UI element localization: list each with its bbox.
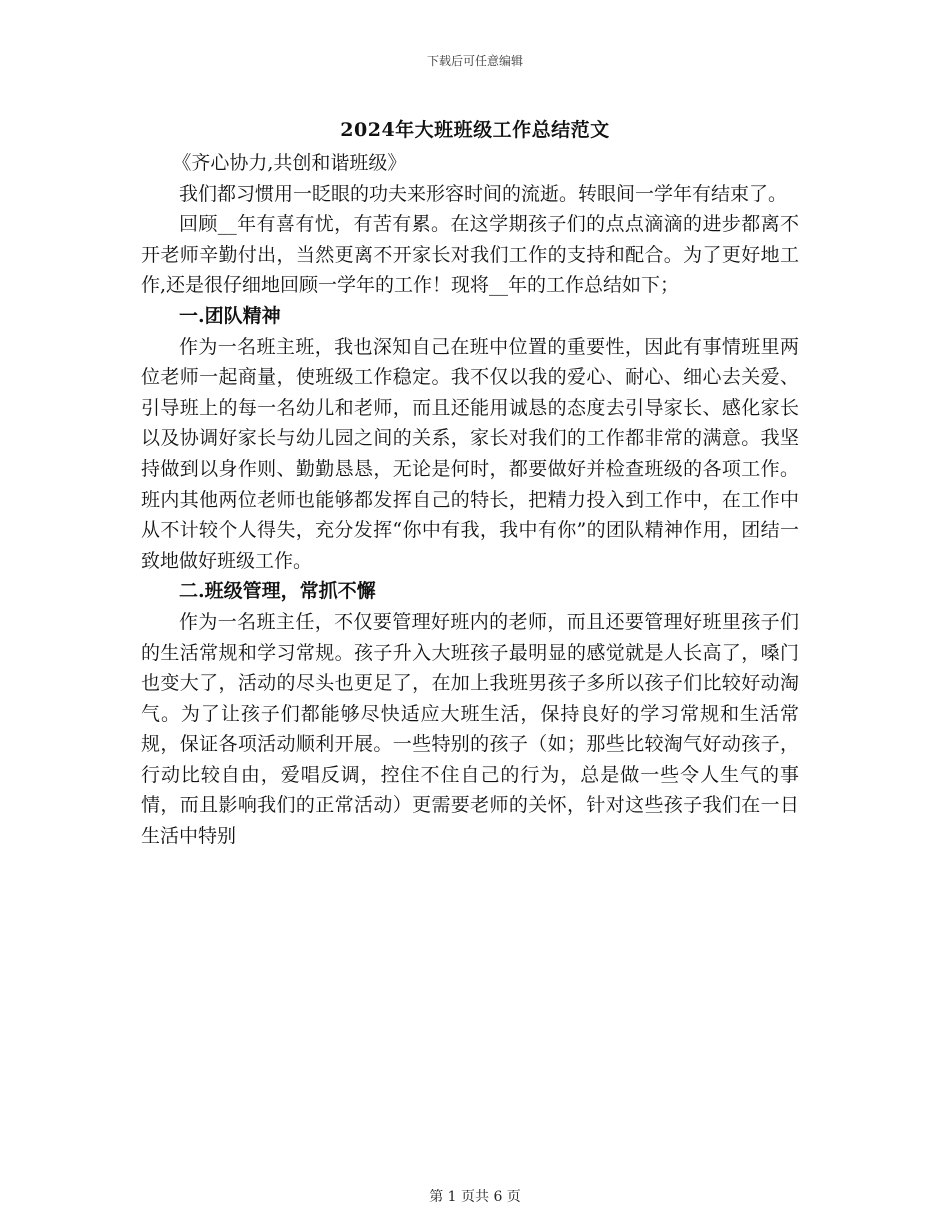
section-body-team-spirit: 作为一名班主班，我也深知自己在班中位置的重要性，因此有事情班里两位老师一起商量，使班级工作稳定。我不仅以我的爱心、耐心、细心去关爱、引导班上的每一名幼儿和老师，而且还能用诚恳的态度去引导家长、感化家长以及协调好家长与幼儿园之间的关系，家长对我们的工作都非常的满意。我坚持做到以身作则、勤勤恳恳，无论是何时，都要做好并检查班级的各项工作。班内其他两位老师也能够都发挥自己的特长，把精力投入到工作中，在工作中从不计较个人得失，充分发挥“你中有我，我中有你”的团队精神作用，团结一致地做好班级工作。	[141, 335, 799, 572]
document-subtitle: 《齐心协力,共创和谐班级》	[172, 152, 407, 174]
paragraph-intro: 我们都习惯用一眨眼的功夫来形容时间的流逝。转眼间一学年有结束了。	[179, 182, 788, 205]
section-heading-team-spirit: 一.团队精神	[179, 304, 281, 327]
paragraph-review: 回顾__年有喜有忧，有苦有累。在这学期孩子们的点点滴滴的进步都离不开老师辛勤付出，当然更离不开家长对我们工作的支持和配合。为了更好地工作,还是很仔细地回顾一学年的工作！现将__年的工作总结如下；	[141, 213, 799, 297]
section-heading-class-management: 二.班级管理，常抓不懈	[179, 580, 376, 603]
page-number: 第 1 页共 6 页	[429, 1189, 521, 1205]
document-title: 2024年大班班级工作总结范文	[340, 119, 610, 141]
header-note: 下载后可任意编辑	[426, 54, 523, 68]
document-body	[141, 148, 799, 852]
section-body-class-management: 作为一名班主任，不仅要管理好班内的老师，而且还要管理好班里孩子们的生活常规和学习常规。孩子升入大班孩子最明显的感觉就是人长高了，嗓门也变大了，活动的尽头也更足了，在加上我班男孩子多所以孩子们比较好动淘气。为了让孩子们都能够尽快适应大班生活，保持良好的学习常规和生活常规，保证各项活动顺利开展。一些特别的孩子（如；那些比较淘气好动孩子，行动比较自由，爱唱反调，控住不住自己的行为，总是做一些令人生气的事情，而且影响我们的正常活动）更需要老师的关怀，针对这些孩子我们在一日生活中特别	[141, 610, 799, 848]
